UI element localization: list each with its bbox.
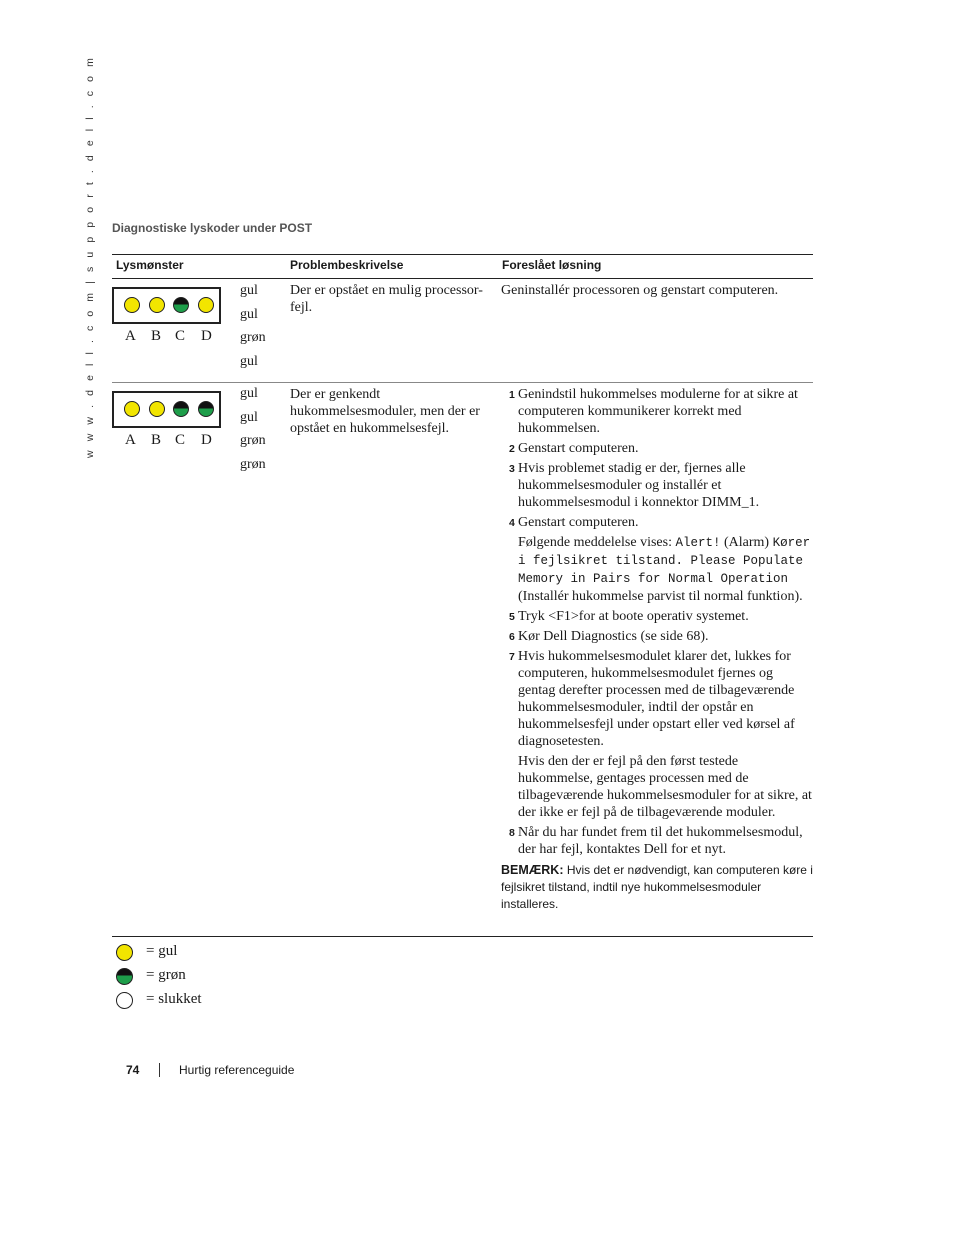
extra-paragraph: Hvis den der er fejl på den først testede hukommelse, gentages processen med de tilbageværende hukommelsesmoduler for at sikre, at der ikke er fejl på de tilbageværende moduler. (518, 754, 812, 820)
message-intro: Følgende meddelelse vises: (518, 535, 676, 550)
led-colors-1 (240, 279, 266, 373)
led-color-label: grøn (240, 433, 266, 448)
step-number: 2 (509, 443, 515, 455)
led-color-label: grøn (240, 456, 266, 472)
problem-description: Der er opstået en mulig processor-fejl. (290, 283, 483, 315)
led-letter: A (125, 432, 136, 448)
note-label: BEMÆRK: (501, 863, 564, 877)
yellow-led-icon (149, 401, 165, 417)
legend-label: = gul (146, 943, 178, 959)
led-letter: C (175, 432, 186, 448)
led-color-label: gul (240, 353, 258, 369)
header-solution: Foreslået løsning (502, 258, 602, 272)
step-text: Hvis hukommelsesmodulet klarer det, lukkes for computeren, hukommelsesmodulet fjernes og gentag derefter processen med de tilbageværende hukommelsesmoduler, indtil der opstår en hukommelsesfejl under opstart eller ved kørsel af diagnosetesten. (518, 649, 795, 749)
step-text: Hvis problemet stadig er der, fjernes alle hukommelsesmoduler og installér et hukommelsesmodul i konnektor DIMM_1. (518, 461, 760, 510)
step-number: 3 (509, 463, 515, 475)
message-alarm: (Alarm) (720, 535, 770, 550)
step-text: Tryk <F1>for at boote operativ systemet. (518, 609, 749, 624)
led-letter: D (201, 328, 212, 344)
solution-step (501, 648, 813, 750)
yellow-led-icon (198, 297, 214, 313)
solution-step (501, 608, 813, 625)
header-light-pattern: Lysmønster (116, 258, 184, 272)
side-url: w w w . d e l l . c o m | s u p p o r t . d e l l . c o m (84, 55, 96, 458)
led-colors-2 (240, 382, 266, 476)
solution-step (501, 440, 813, 457)
step-number: 1 (509, 389, 515, 401)
led-color-label: gul (240, 409, 258, 425)
step-text: Når du har fundet frem til det hukommelsesmodul, der har fejl, kontaktes Dell for et nyt. (518, 825, 803, 857)
led-color-label: gul (240, 386, 258, 401)
step-number: 6 (509, 631, 515, 643)
step-number: 4 (509, 517, 515, 529)
led-color-label: gul (240, 306, 258, 322)
solution-step (501, 460, 813, 511)
header-problem: Problembeskrivelse (290, 258, 404, 272)
led-color-label: gul (240, 283, 258, 298)
problem-description: Der er genkendt hukommelsesmoduler, men der er opstået en hukommelsesfejl. (290, 387, 480, 436)
solution-text: Geninstallér processoren og genstart computeren. (501, 283, 779, 298)
yellow-led-icon (124, 297, 140, 313)
step-text: Genindstil hukommelses modulerne for at sikre at computeren kommunikerer korrekt med hukommelsen. (518, 387, 798, 436)
alert-code-text: Kører i fejlsikret tilstand. Please Populate Memory in Pairs for Normal Operation (518, 536, 811, 586)
legend-label: = slukket (146, 991, 202, 1007)
green-led-icon (198, 401, 214, 417)
green-led-icon (116, 968, 133, 985)
note (501, 862, 813, 913)
legend-label: = grøn (146, 967, 186, 983)
yellow-led-icon (116, 944, 133, 961)
led-letter: B (151, 328, 162, 344)
step-text: Genstart computeren. (518, 441, 639, 456)
off-led-icon (116, 992, 133, 1009)
led-letter: D (201, 432, 212, 448)
alert-code: Alert! (675, 536, 721, 550)
step-text: Genstart computeren. (518, 515, 639, 530)
solution-step (501, 386, 813, 437)
yellow-led-icon (124, 401, 140, 417)
solution-step (501, 824, 813, 858)
green-led-icon (173, 401, 189, 417)
solution-step (501, 628, 813, 645)
led-pattern-2 (112, 391, 221, 428)
green-led-icon (173, 297, 189, 313)
table-top-rule (112, 254, 813, 255)
solution-step (501, 514, 813, 531)
led-letter: A (125, 328, 136, 344)
step-number: 8 (509, 827, 515, 839)
table-bottom-rule (112, 936, 813, 937)
page-number: 74 (126, 1063, 140, 1077)
footer-divider (159, 1063, 160, 1077)
header-rule (112, 278, 813, 279)
led-letter: B (151, 432, 162, 448)
step-number: 7 (509, 651, 515, 663)
led-letter: C (175, 328, 186, 344)
led-pattern-1 (112, 287, 221, 324)
message-outro: (Installér hukommelse parvist til normal funktion). (518, 589, 803, 604)
solution-steps (501, 386, 813, 913)
led-color-label: grøn (240, 330, 266, 345)
yellow-led-icon (149, 297, 165, 313)
alert-message (501, 534, 813, 605)
row-divider (112, 382, 813, 383)
step-number: 5 (509, 611, 515, 623)
footer-title: Hurtig referenceguide (179, 1063, 295, 1077)
section-title: Diagnostiske lyskoder under POST (112, 221, 313, 235)
note-text: Hvis det er nødvendigt, kan computeren køre i fejlsikret tilstand, indtil nye hukommelsesmoduler installeres. (501, 863, 813, 911)
step-text: Kør Dell Diagnostics (se side 68). (518, 629, 709, 644)
